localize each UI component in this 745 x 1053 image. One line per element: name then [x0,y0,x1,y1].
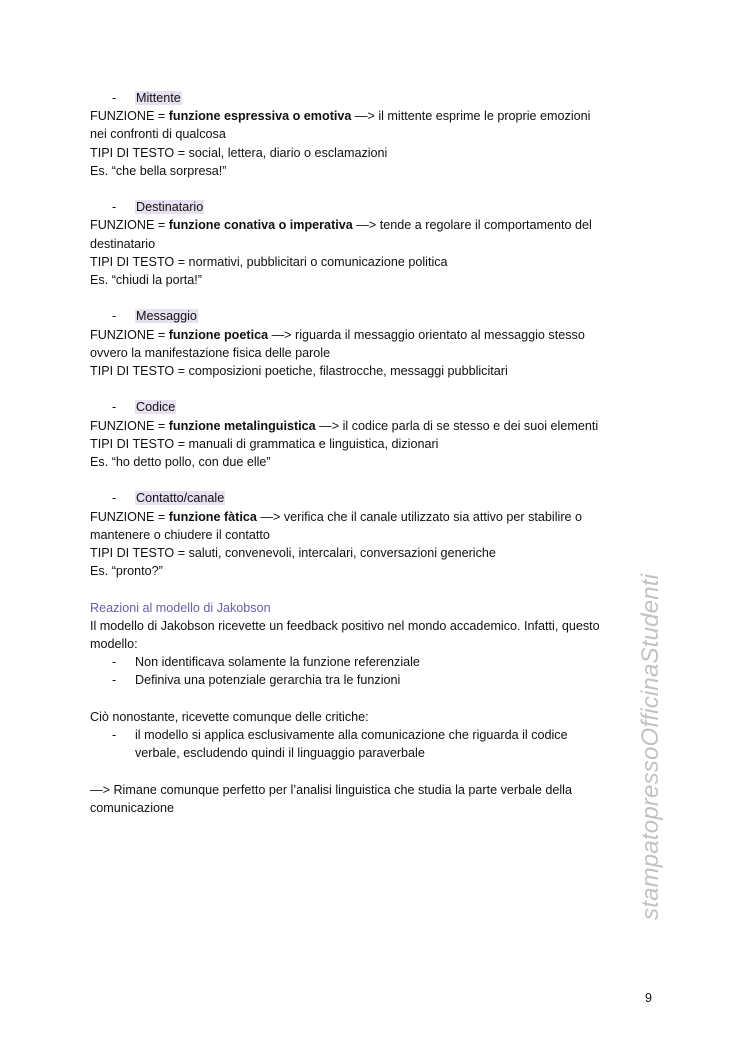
bullet-dash: - [112,309,117,324]
section-heading-destinatario [90,198,650,216]
paragraph-line: Ciò nonostante, ricevette comunque delle critiche: [90,709,369,724]
bullet-dash: - [112,91,117,105]
funzione-name: funzione espressiva o emotiva [168,109,352,124]
funzione-name: funzione conativa o imperativa [168,218,353,233]
list-item [90,726,650,744]
list-item-continuation: verbale, escludendo quindi il linguaggio paraverbale [135,746,425,761]
document-page [90,89,650,817]
paragraph-line: modello: [90,637,138,652]
tipi-di-testo: TIPI DI TESTO = saluti, convenevoli, intercalari, conversazioni generiche [90,546,496,561]
list-item [90,671,650,689]
bullet-dash: - [112,200,117,215]
highlighted-heading: Contatto/canale [136,491,225,506]
example: Es. “ho detto pollo, con due elle” [90,455,271,470]
list-item-text: Definiva una potenziale gerarchia tra le funzioni [135,673,401,688]
funzione-name: funzione fàtica [168,509,257,524]
bullet-dash: - [112,673,117,688]
tipi-di-testo: TIPI DI TESTO = manuali di grammatica e linguistica, dizionari [90,436,439,451]
paragraph-line: comunicazione [90,800,175,815]
bullet-dash: - [112,728,117,743]
highlighted-heading: Codice [136,400,176,415]
funzione-description-cont: ovvero la manifestazione fisica delle parole [90,345,331,360]
list-item [90,653,650,671]
funzione-prefix: FUNZIONE = [90,109,169,124]
funzione-description-cont: mantenere o chiudere il contatto [90,527,270,542]
funzione-name: funzione poetica [168,327,269,342]
funzione-description: —> riguarda il messaggio orientato al messaggio stesso [268,327,585,342]
list-item-text: Non identificava solamente la funzione referenziale [135,655,420,670]
example: Es. “pronto?” [90,564,163,579]
bullet-dash: - [112,400,117,415]
bullet-dash: - [112,491,117,506]
funzione-line [90,508,650,526]
funzione-description: —> verifica che il canale utilizzato sia attivo per stabilire o [256,509,583,524]
section-heading-mittente [90,89,650,107]
highlighted-heading: Mittente [136,91,181,105]
section-heading-codice [90,398,650,416]
funzione-line [90,107,650,125]
list-item-text: il modello si applica esclusivamente alla comunicazione che riguarda il codice [135,728,568,743]
tipi-di-testo: TIPI DI TESTO = normativi, pubblicitari o comunicazione politica [90,254,448,269]
funzione-description-cont: nei confronti di qualcosa [90,127,226,142]
tipi-di-testo: TIPI DI TESTO = social, lettera, diario o esclamazioni [90,145,388,160]
funzione-line [90,326,650,344]
section-heading-contatto [90,489,650,507]
section-heading-messaggio [90,307,650,325]
funzione-name: funzione metalinguistica [168,418,316,433]
page-number: 9 [645,991,653,1005]
funzione-description: —> il mittente esprime le proprie emozioni [351,109,591,124]
highlighted-heading: Messaggio [136,309,197,324]
funzione-description: —> tende a regolare il comportamento del [352,218,592,233]
section-title-reazioni: Reazioni al modello di Jakobson [90,600,271,615]
example: Es. “chiudi la porta!” [90,273,202,288]
funzione-line [90,417,650,435]
example: Es. “che bella sorpresa!” [90,163,227,178]
funzione-prefix: FUNZIONE = [90,218,169,233]
watermark: stampatopressoOfficinaStudenti [637,573,664,920]
funzione-description: —> il codice parla di se stesso e dei suoi elementi [315,418,599,433]
paragraph-line: —> Rimane comunque perfetto per l’analisi linguistica che studia la parte verbale della [90,782,572,797]
tipi-di-testo: TIPI DI TESTO = composizioni poetiche, filastrocche, messaggi pubblicitari [90,364,508,379]
funzione-prefix: FUNZIONE = [90,327,169,342]
highlighted-heading: Destinatario [136,200,204,215]
funzione-prefix: FUNZIONE = [90,418,169,433]
funzione-line [90,216,650,234]
funzione-description-cont: destinatario [90,236,156,251]
paragraph-line: Il modello di Jakobson ricevette un feedback positivo nel mondo accademico. Infatti, questo [90,618,600,633]
funzione-prefix: FUNZIONE = [90,509,169,524]
bullet-dash: - [112,655,117,670]
